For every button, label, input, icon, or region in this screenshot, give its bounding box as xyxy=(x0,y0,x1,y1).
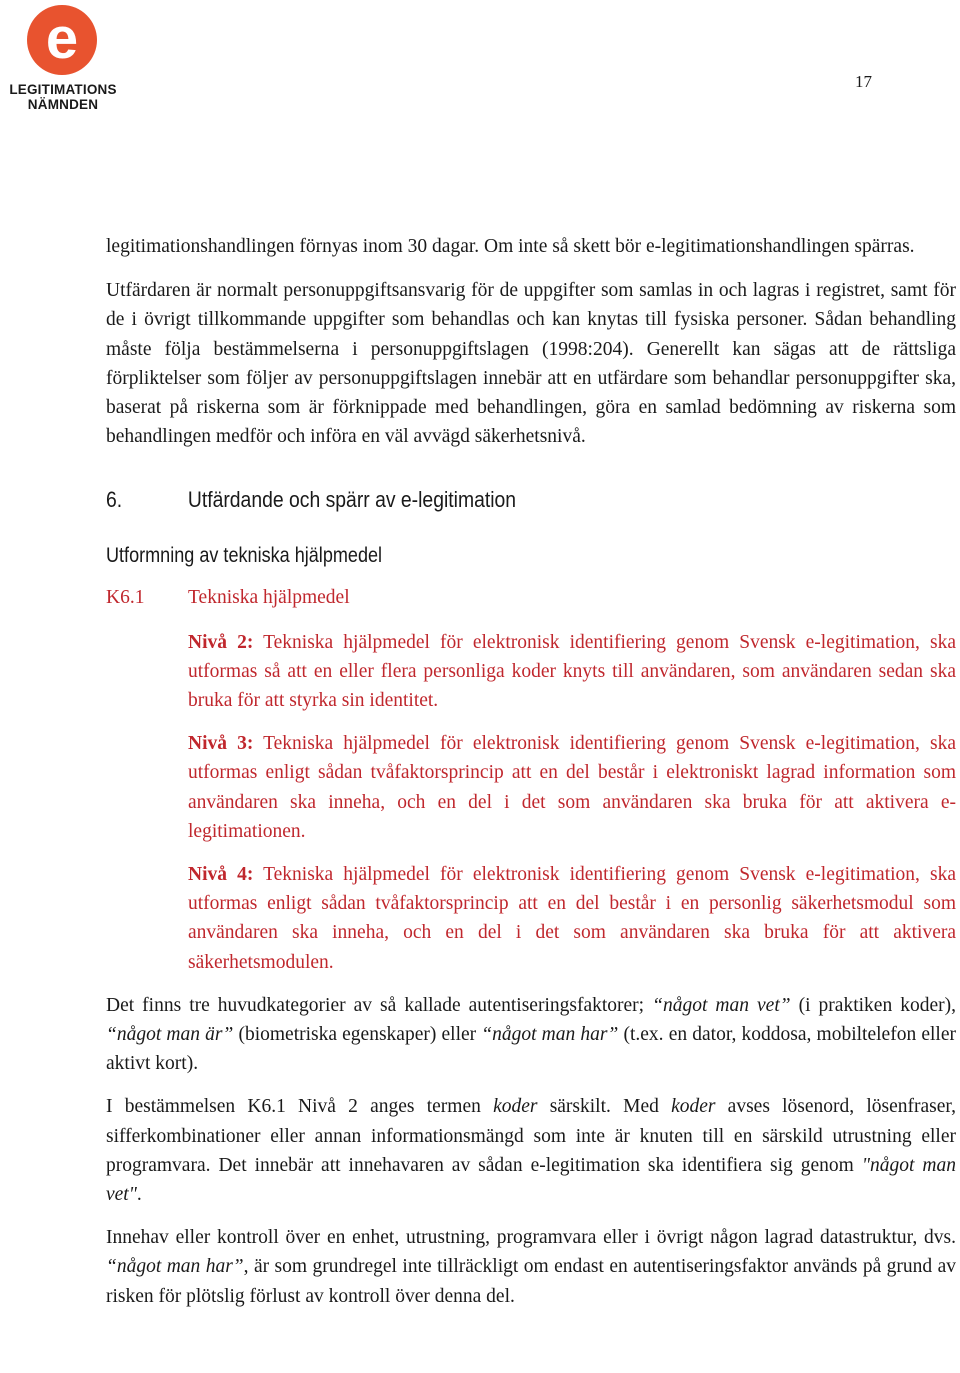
paragraph-autentiseringsfaktorer xyxy=(106,991,956,1079)
requirement-level-3 xyxy=(188,729,956,846)
italic-run: koder xyxy=(493,1096,538,1118)
text-run: avses lösenord, lösenfraser, sifferkombinationer eller annan informationsmängd som inte är knuten till en särskild utrustning eller programvara. Det innebär att innehavaren av sådan e-legitimation ska identifiera sig genom xyxy=(106,1096,956,1176)
requirement-title: Tekniska hjälpmedel xyxy=(188,587,350,609)
legitimationsnamnden-logo xyxy=(2,2,124,112)
paragraph-personuppgift: Utfärdaren är normalt personuppgiftsansvarig för de uppgifter som samlas in och lagras i registret, samt för de i övrigt tillkommande uppgifter som behandlas och kan knytas till fysiska personer. Sådan behandling måste följa bestämmelserna i personuppgiftslagen (1998:204). Generellt kan sägas att de rättsliga förpliktelser som följer av personuppgiftslagen innebär att en utfärdare som behandlar personuppgifter ska, baserat på riskerna som är förknippade med behandlingen, göra en samlad bedömning av riskerna som behandlingen medför och införa en väl avvägd säkerhetsnivå. xyxy=(106,280,956,448)
paragraph-koder xyxy=(106,1092,956,1209)
text-run: . xyxy=(136,1184,142,1206)
italic-run: “något man har” xyxy=(481,1024,619,1046)
requirement-level-4 xyxy=(188,860,956,977)
level-label: Nivå 4: xyxy=(188,864,254,886)
italic-run: “något man är” xyxy=(106,1024,234,1046)
requirement-code: K6.1 xyxy=(106,587,145,609)
text-run: (biometriska egenskaper) eller xyxy=(233,1024,482,1046)
section-number: 6. xyxy=(106,487,123,513)
italic-run: koder xyxy=(671,1096,716,1118)
italic-run: "något man vet" xyxy=(106,1154,956,1206)
section-heading xyxy=(106,485,854,515)
svg-text:e: e xyxy=(45,6,79,71)
level-label: Nivå 3: xyxy=(188,733,254,755)
subsection-heading: Utformning av tekniska hjälpmedel xyxy=(106,544,383,568)
text-run: (i praktiken koder), xyxy=(790,994,956,1016)
paragraph-innehav xyxy=(106,1223,956,1311)
level-text: Tekniska hjälpmedel för elektronisk identifiering genom Svensk e-legitimation, ska utformas så att en eller flera personliga koder knyts till användaren, som användaren sedan ska bruka för att styrka sin identitet. xyxy=(188,631,956,712)
level-label: Nivå 2: xyxy=(188,631,254,653)
text-run: , är som grundregel inte tillräckligt om endast en autentiseringsfaktor används på grund av risken för plötslig förlust av kontroll över denna del. xyxy=(106,1256,957,1307)
text-run: (t.ex. en dator, koddosa, mobiltelefon eller aktivt kort). xyxy=(106,1024,956,1075)
paragraph-continuation: legitimationshandlingen förnyas inom 30 dagar. Om inte så skett bör e-legitimationshandlingen spärras. xyxy=(106,236,915,257)
level-text: Tekniska hjälpmedel för elektronisk identifiering genom Svensk e-legitimation, ska utformas enligt sådan tvåfaktorsprincip att en del består i elektroniskt lagrad information som användaren ska inneha, och en del i det som användaren ska bruka för att aktivera e-legitimationen. xyxy=(188,733,956,842)
level-text: Tekniska hjälpmedel för elektronisk identifiering genom Svensk e-legitimation, ska utformas enligt sådan tvåfaktorsprincip att en del består i en personlig säkerhetsmodul som användaren ska inneha, och en del i det som användaren ska bruka för att aktivera säkerhetsmodulen. xyxy=(188,864,956,973)
text-run: Det finns tre huvudkategorier av så kallade autentiseringsfaktorer; xyxy=(106,994,653,1016)
italic-run: “något man vet” xyxy=(652,994,791,1016)
requirement-heading xyxy=(106,583,956,612)
logo-text-line1: LEGITIMATIONS xyxy=(9,82,117,97)
italic-run: “något man har” xyxy=(106,1256,244,1278)
requirement-level-2 xyxy=(188,628,956,716)
text-run: I bestämmelsen K6.1 Nivå 2 anges termen xyxy=(106,1096,494,1118)
text-run: särskilt. Med xyxy=(537,1096,672,1118)
page-number: 17 xyxy=(855,72,872,91)
document-body xyxy=(106,232,956,1311)
logo-text-line2: NÄMNDEN xyxy=(27,97,99,112)
text-run: Innehav eller kontroll över en enhet, utrustning, programvara eller i övrigt någon lagrad datastruktur, dvs. xyxy=(106,1227,956,1249)
e-logo-icon xyxy=(24,2,100,78)
section-title: Utfärdande och spärr av e-legitimation xyxy=(187,487,517,513)
